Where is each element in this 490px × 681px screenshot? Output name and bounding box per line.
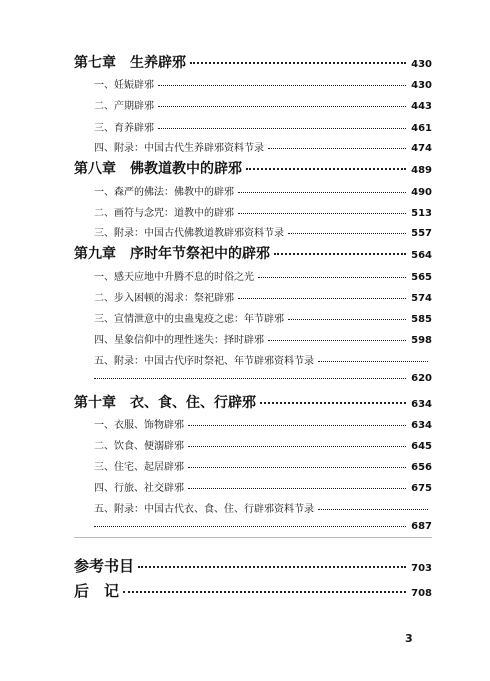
section-entry[interactable] bbox=[94, 331, 432, 346]
section-title: 五、附录：中国古代衣、食、住、行辟邪资料节录 bbox=[94, 504, 314, 515]
section-title: 四、附录：中国古代生养辟邪资料节录 bbox=[94, 143, 264, 154]
page-number: 3 bbox=[405, 632, 413, 645]
page-ref: 574 bbox=[411, 293, 432, 304]
chapter-9-entry[interactable] bbox=[74, 243, 432, 263]
dot-leader bbox=[158, 85, 406, 86]
page-ref: 585 bbox=[411, 314, 432, 325]
section-entry[interactable] bbox=[94, 479, 432, 494]
dot-leader bbox=[318, 361, 428, 362]
section-entry[interactable] bbox=[94, 204, 432, 219]
dot-leader bbox=[190, 62, 406, 64]
section-entry[interactable] bbox=[94, 352, 432, 367]
page-ref: 430 bbox=[411, 80, 432, 91]
page-ref: 634 bbox=[411, 399, 432, 410]
page-ref: 708 bbox=[411, 588, 432, 599]
dot-leader bbox=[238, 213, 406, 214]
section-entry[interactable] bbox=[94, 289, 432, 304]
chapter-8-entry[interactable] bbox=[74, 158, 432, 178]
section-title: 四、星象信仰中的理性迷失：择时辟邪 bbox=[94, 335, 264, 346]
section-title: 五、附录：中国古代序时祭祀、年节辟邪资料节录 bbox=[94, 356, 314, 367]
section-entry[interactable] bbox=[94, 139, 432, 154]
dot-leader bbox=[260, 402, 406, 404]
section-title: 三、宣情泄意中的虫蛊鬼疫之虑：年节辟邪 bbox=[94, 314, 284, 325]
dot-leader bbox=[188, 467, 406, 468]
section-entry[interactable] bbox=[94, 500, 432, 515]
section-title: 一、森严的佛法：佛教中的辟邪 bbox=[94, 187, 234, 198]
dot-leader bbox=[288, 233, 406, 234]
page-ref: 565 bbox=[411, 272, 432, 283]
dot-leader bbox=[158, 128, 406, 129]
bibliography-entry[interactable] bbox=[74, 555, 432, 576]
page-ref: 675 bbox=[411, 483, 432, 494]
dot-leader bbox=[188, 446, 406, 447]
page-ref: 598 bbox=[411, 335, 432, 346]
dot-leader bbox=[188, 425, 406, 426]
page-ref: 645 bbox=[411, 441, 432, 452]
section-title: 二、产期辟邪 bbox=[94, 101, 154, 112]
dot-leader bbox=[158, 106, 406, 107]
dot-leader bbox=[246, 168, 406, 170]
chapter-7-entry[interactable] bbox=[74, 52, 432, 72]
page-ref: 461 bbox=[411, 123, 432, 134]
section-entry[interactable] bbox=[94, 458, 432, 473]
page-ref: 430 bbox=[411, 59, 432, 70]
section-entry[interactable] bbox=[94, 416, 432, 431]
chapter-10-entry[interactable] bbox=[74, 392, 432, 412]
page-ref: 443 bbox=[411, 101, 432, 112]
page-ref: 489 bbox=[411, 165, 432, 176]
section-title: 二、步入困顿的渴求：祭祀辟邪 bbox=[94, 293, 234, 304]
entry-title: 后 记 bbox=[74, 582, 120, 600]
chapter-title: 第九章 序时年节祭祀中的辟邪 bbox=[74, 246, 270, 262]
page-ref: 634 bbox=[411, 420, 432, 431]
section-continuation bbox=[94, 373, 432, 384]
section-title: 一、妊娠辟邪 bbox=[94, 80, 154, 91]
section-title: 二、画符与念咒：道教中的辟邪 bbox=[94, 208, 234, 219]
page-ref: 557 bbox=[411, 228, 432, 239]
dot-leader bbox=[238, 192, 406, 193]
dot-leader bbox=[268, 148, 406, 149]
chapter-title: 第十章 衣、食、住、行辟邪 bbox=[74, 395, 256, 411]
section-title: 一、感天应地中升腾不息的时俗之光 bbox=[94, 272, 254, 283]
section-title: 一、衣服、饰物辟邪 bbox=[94, 420, 184, 431]
dot-leader bbox=[268, 340, 406, 341]
dot-leader bbox=[138, 566, 406, 568]
section-entry[interactable] bbox=[94, 97, 432, 112]
dot-leader bbox=[188, 488, 406, 489]
section-title: 三、育养辟邪 bbox=[94, 123, 154, 134]
section-entry[interactable] bbox=[94, 310, 432, 325]
section-entry[interactable] bbox=[94, 76, 432, 91]
dot-leader bbox=[238, 298, 406, 299]
dot-leader bbox=[288, 319, 406, 320]
dot-leader bbox=[274, 253, 406, 255]
page-ref: 656 bbox=[411, 462, 432, 473]
chapter-title: 第七章 生养辟邪 bbox=[74, 55, 186, 71]
section-title: 四、行旅、社交辟邪 bbox=[94, 483, 184, 494]
afterword-entry[interactable] bbox=[74, 580, 432, 601]
page-ref: 564 bbox=[411, 250, 432, 261]
page-ref: 703 bbox=[411, 563, 432, 574]
page-ref: 474 bbox=[411, 143, 432, 154]
page-ref: 490 bbox=[411, 187, 432, 198]
page-ref: 620 bbox=[411, 373, 432, 384]
dot-leader bbox=[258, 277, 406, 278]
section-title: 二、饮食、便溺辟邪 bbox=[94, 441, 184, 452]
dot-leader bbox=[318, 509, 428, 510]
section-entry[interactable] bbox=[94, 183, 432, 198]
section-title: 三、附录：中国古代佛教道教辟邪资料节录 bbox=[94, 228, 284, 239]
dot-leader bbox=[123, 591, 406, 593]
page-ref: 513 bbox=[411, 208, 432, 219]
section-entry[interactable] bbox=[94, 119, 432, 134]
section-entry[interactable] bbox=[94, 268, 432, 283]
section-entry[interactable] bbox=[94, 437, 432, 452]
section-entry[interactable] bbox=[94, 224, 432, 239]
dot-leader bbox=[94, 378, 406, 379]
divider bbox=[74, 537, 432, 538]
section-continuation bbox=[94, 521, 432, 532]
section-title: 三、住宅、起居辟邪 bbox=[94, 462, 184, 473]
dot-leader bbox=[94, 526, 406, 527]
entry-title: 参考书目 bbox=[74, 557, 135, 575]
chapter-title: 第八章 佛教道教中的辟邪 bbox=[74, 161, 242, 177]
page-ref: 687 bbox=[411, 521, 432, 532]
